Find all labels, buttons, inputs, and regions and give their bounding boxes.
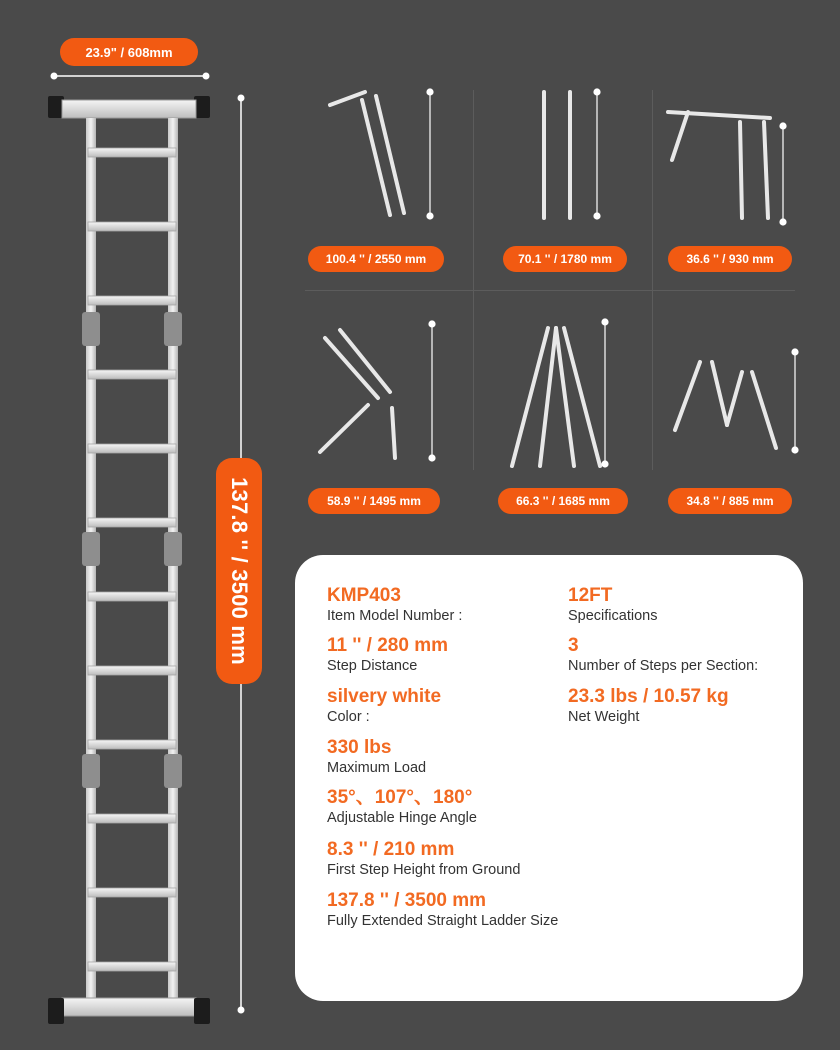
spec-first-step-height: 8.3 '' / 210 mm First Step Height from Ground	[327, 839, 521, 878]
grid-horizontal-divider	[305, 290, 795, 291]
config-label-straight-half: 70.1 '' / 1780 mm	[503, 246, 627, 272]
spec-hinge-angle: 35°、107°、180° Adjustable Hinge Angle	[327, 787, 477, 826]
specifications-card	[295, 555, 803, 1001]
config-label-a-frame: 66.3 '' / 1685 mm	[498, 488, 628, 514]
spec-steps-per-section: 3 Number of Steps per Section:	[568, 635, 759, 674]
width-dimension-label: 23.9" / 608mm	[85, 44, 173, 60]
width-dimension-badge	[60, 38, 198, 66]
config-label-staircase: 34.8 '' / 885 mm	[668, 488, 792, 514]
spec-specifications: 12FT Specifications	[568, 585, 658, 624]
spec-step-distance: 11 '' / 280 mm Step Distance	[327, 635, 449, 674]
config-label-angled: 58.9 '' / 1495 mm	[308, 488, 440, 514]
grid-vertical-divider-2	[652, 90, 653, 470]
height-dimension-label: 137.8 '' / 3500 mm	[227, 477, 252, 665]
spec-model-number: KMP403 Item Model Number :	[327, 585, 463, 624]
config-label-scaffold: 36.6 '' / 930 mm	[668, 246, 792, 272]
spec-color: silvery white Color :	[327, 686, 442, 725]
spec-maximum-load: 330 lbs Maximum Load	[327, 737, 427, 776]
spec-net-weight: 23.3 lbs / 10.57 kg Net Weight	[568, 686, 729, 725]
config-label-leaning: 100.4 '' / 2550 mm	[308, 246, 444, 272]
straight-ladder-illustration	[48, 92, 218, 1032]
height-dimension-badge	[216, 458, 262, 684]
spec-extended-size: 137.8 '' / 3500 mm Fully Extended Straight Ladder Size	[327, 890, 559, 929]
grid-vertical-divider-1	[473, 90, 474, 470]
